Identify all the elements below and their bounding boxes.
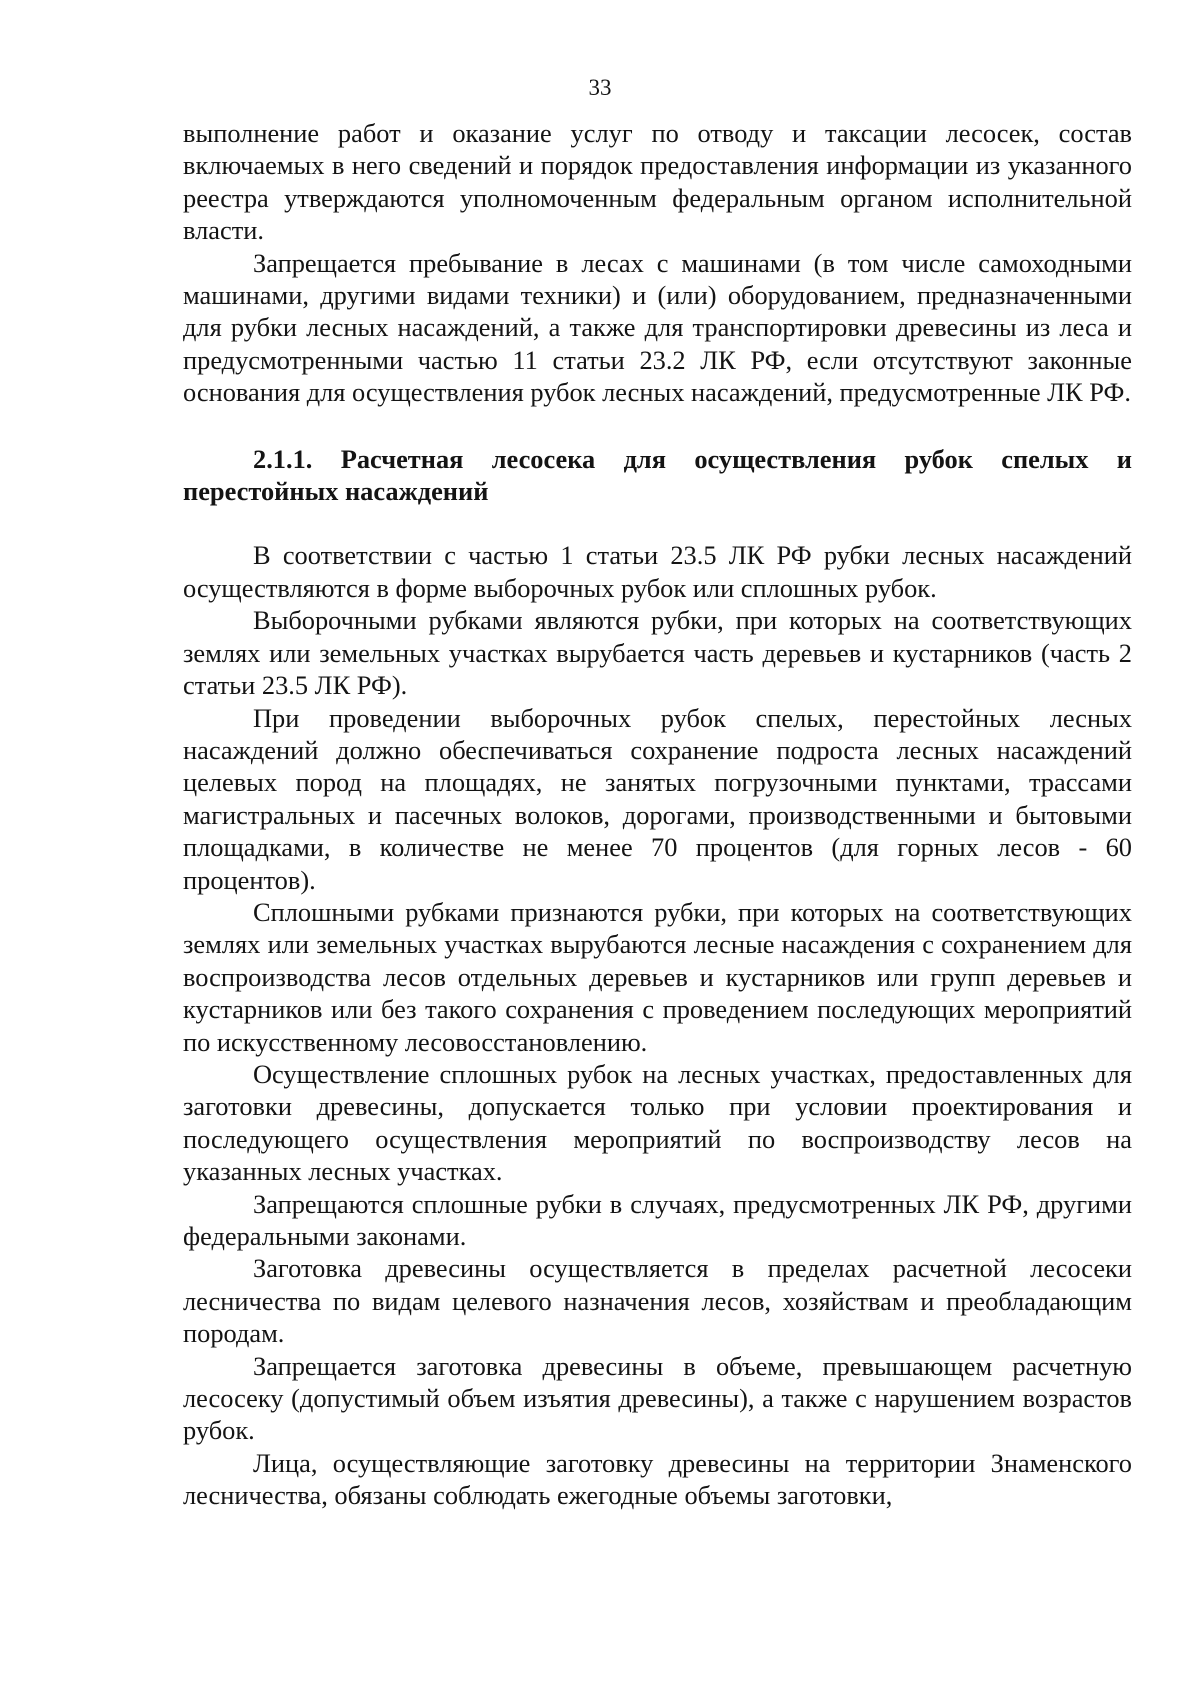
paragraph: Заготовка древесины осуществляется в пределах расчетной лесосеки лесничества по видам целевого назначения лесов, хозяйствам и преобладающим породам. [183, 1253, 1132, 1349]
page-number: 33 [588, 75, 612, 100]
paragraph: Сплошными рубками признаются рубки, при которых на соответствующих землях или земельных участках вырубаются лесные насаждения с сохранением для воспроизводства лесов отдельных деревьев и кустарников или групп деревьев и кустарников или без такого сохранения с проведением последующих мероприятий по искусственному лесовосстановлению. [183, 896, 1132, 1057]
paragraph: Запрещаются сплошные рубки в случаях, предусмотренных ЛК РФ, другими федеральными законами. [183, 1188, 1132, 1251]
paragraph: В соответствии с частью 1 статьи 23.5 ЛК РФ рубки лесных насаждений осуществляются в форме выборочных рубок или сплошных рубок. [183, 540, 1132, 603]
paragraph: Выборочными рубками являются рубки, при которых на соответствующих землях или земельных участках вырубается часть деревьев и кустарников (часть 2 статьи 23.5 ЛК РФ). [183, 605, 1132, 701]
spacer [183, 507, 1132, 539]
paragraph: При проведении выборочных рубок спелых, перестойных лесных насаждений должно обеспечиваться сохранение подроста лесных насаждений целевых пород на площадях, не занятых погрузочными пунктами, трассами магистральных и пасечных волоков, дорогами, производственными и бытовыми площадками, в количестве не менее 70 процентов (для горных лесов - 60 процентов). [183, 702, 1132, 895]
paragraph-continued: выполнение работ и оказание услуг по отводу и таксации лесосек, состав включаемых в него сведений и порядок предоставления информации из указанного реестра утверждаются уполномоченным федеральным органом исполнительной власти. [183, 118, 1132, 246]
paragraph: Осуществление сплошных рубок на лесных участках, предоставленных для заготовки древесины, допускается только при условии проектирования и последующего осуществления мероприятий по воспроизводству лесов на указанных лесных участках. [183, 1058, 1132, 1187]
spacer [183, 409, 1132, 443]
section-heading: 2.1.1. Расчетная лесосека для осуществления рубок спелых и перестойных насаждений [183, 443, 1132, 507]
paragraph: Запрещается пребывание в лесах с машинами (в том числе самоходными машинами, другими видами техники) и (или) оборудованием, предназначенными для рубки лесных насаждений, а также для транспортировки древесины из леса и предусмотренными частью 11 статьи 23.2 ЛК РФ, если отсутствуют законные основания для осуществления рубок лесных насаждений, предусмотренные ЛК РФ. [183, 247, 1132, 408]
page-body [183, 117, 1132, 1512]
paragraph: Запрещается заготовка древесины в объеме, превышающем расчетную лесосеку (допустимый объем изъятия древесины), а также с нарушением возрастов рубок. [183, 1350, 1132, 1446]
paragraph: Лица, осуществляющие заготовку древесины на территории Знаменского лесничества, обязаны соблюдать ежегодные объемы заготовки, [183, 1447, 1132, 1511]
